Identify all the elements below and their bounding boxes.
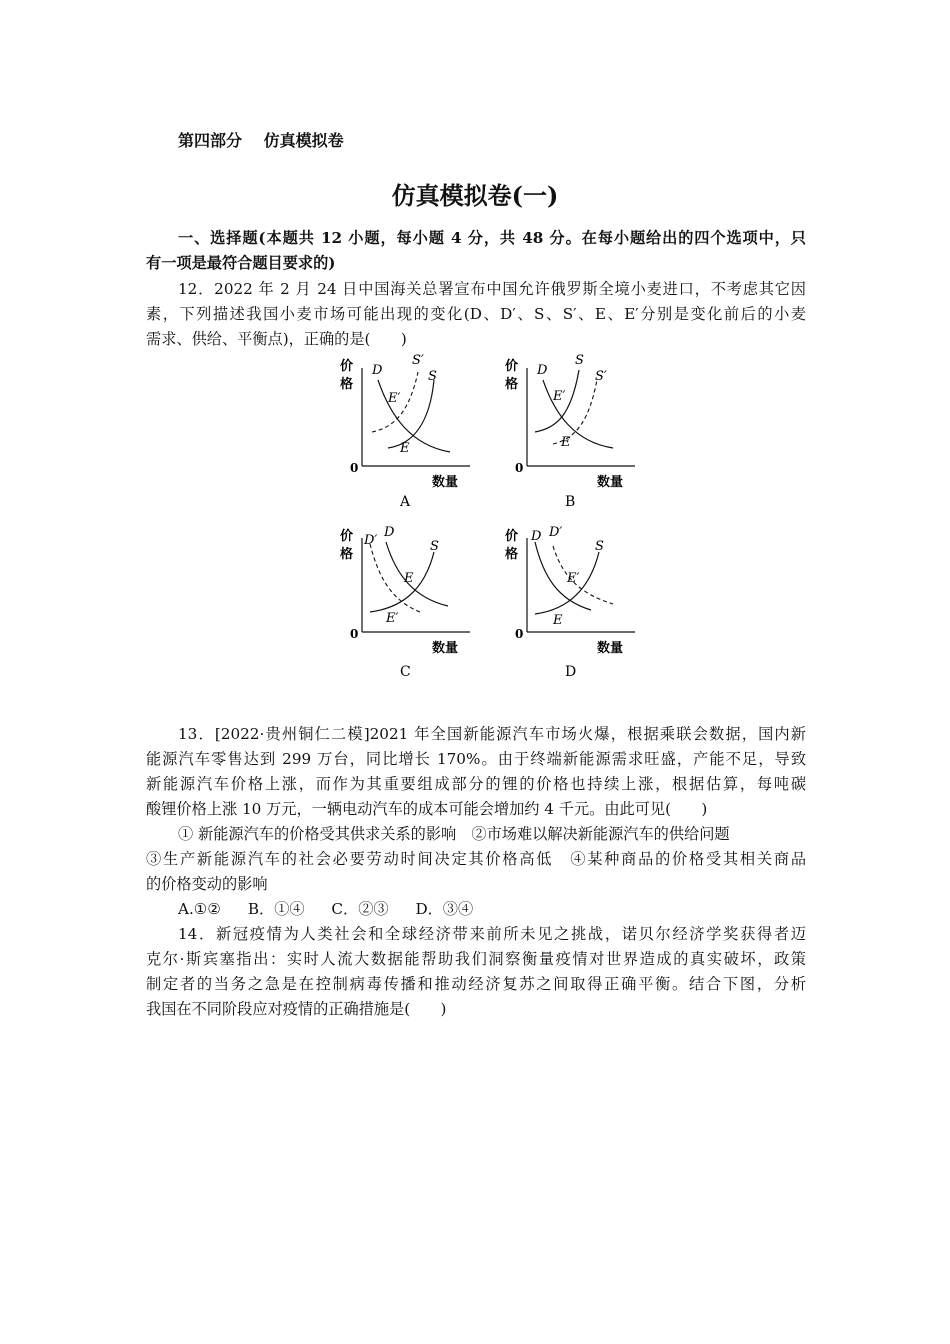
q13-statement-1: ① 新能源汽车的价格受其供求关系的影响 ②市场难以解决新能源汽车的供给问题 xyxy=(178,825,730,843)
q14-line-2: 克尔·斯宾塞指出：实时人流大数据能帮助我们洞察衡量疫情对世界造成的真实破坏，政策 xyxy=(146,950,806,968)
q14-line-3: 制定者的当务之急是在控制病毒传播和推动经济复苏之间取得正确平衡。结合下图，分析 xyxy=(146,975,806,993)
q13-line-2: 能源汽车零售达到 299 万台，同比增长 170%。由于终端新能源需求旺盛，产能不足，导致 xyxy=(146,750,806,768)
label-d: D xyxy=(531,529,542,544)
q13-statement-2: ③生产新能源汽车的社会必要劳动时间决定其价格高低 ④某种商品的价格受其相关商品 xyxy=(146,850,806,868)
part-header xyxy=(178,128,344,151)
q13-line-3: 新能源汽车价格上涨，而作为其重要组成部分的锂的价格也持续上涨，根据估算，每吨碳 xyxy=(146,775,806,793)
demand-curve-d-prime xyxy=(553,546,613,604)
label-e-prime: E′ xyxy=(567,571,580,586)
option-c: C．②③ xyxy=(331,900,389,918)
y-axis-label-2: 格 xyxy=(505,377,519,392)
x-axis-label: 数量 xyxy=(432,475,459,490)
label-e-prime: E′ xyxy=(553,389,566,404)
label-e: E xyxy=(404,571,414,586)
y-axis-label-2: 格 xyxy=(340,547,354,562)
label-d: D xyxy=(372,363,383,378)
label-s-prime: S′ xyxy=(412,353,424,368)
label-e: E xyxy=(553,613,563,628)
y-axis-label-1: 价 xyxy=(505,359,519,374)
y-axis-label-2: 格 xyxy=(505,547,519,562)
y-axis-label-1: 价 xyxy=(340,529,354,544)
x-axis-label: 数量 xyxy=(597,641,624,656)
part-number: 第四部分 xyxy=(178,131,243,150)
label-s: S xyxy=(595,539,604,554)
y-axis-label-1: 价 xyxy=(340,359,354,374)
label-e: E xyxy=(400,441,410,456)
label-s: S xyxy=(575,353,584,368)
graph-b xyxy=(495,350,655,520)
q13-statement-3: 的价格变动的影响 xyxy=(146,875,268,893)
graph-caption: C xyxy=(400,664,411,680)
label-e-prime: E′ xyxy=(386,611,399,626)
q13-line-4: 酸锂价格上涨 10 万元，一辆电动汽车的成本可能会增加约 4 千元。由此可见( ) xyxy=(146,800,708,818)
label-e: E xyxy=(561,435,571,450)
x-axis-label: 数量 xyxy=(432,641,459,656)
question-14 xyxy=(146,922,806,1022)
question-12 xyxy=(146,277,806,352)
label-d: D xyxy=(384,525,395,540)
paper-title: 仿真模拟卷(一) xyxy=(391,181,559,210)
q13-line-1: 13．[2022·贵州铜仁二模]2021 年全国新能源汽车市场火爆，根据乘联会数据，国内新 xyxy=(178,725,806,743)
supply-curve-s xyxy=(370,552,434,612)
option-a: A.①② xyxy=(178,900,222,918)
option-b: B．①④ xyxy=(247,900,305,918)
question-13 xyxy=(146,722,806,922)
graph-a xyxy=(330,350,490,520)
section-line-1: 一、选择题(本题共 12 小题，每小题 4 分，共 48 分。在每小题给出的四个选项中，只 xyxy=(178,229,806,247)
graph-caption: A xyxy=(400,494,411,510)
label-s: S xyxy=(428,369,437,384)
y-axis-label-1: 价 xyxy=(505,529,519,544)
label-e-prime: E′ xyxy=(388,391,401,406)
q12-line-2: 素，下列描述我国小麦市场可能出现的变化(D、D′、S、S′、E、E′分别是变化前后的小麦 xyxy=(146,305,806,323)
graph-c xyxy=(330,520,490,690)
part-name: 仿真模拟卷 xyxy=(263,131,344,150)
section-heading xyxy=(146,226,806,276)
origin-label: 0 xyxy=(515,627,524,641)
demand-curve-d xyxy=(535,542,591,610)
q14-line-4: 我国在不同阶段应对疫情的正确措施是( ) xyxy=(146,1000,447,1018)
graph-caption: B xyxy=(565,494,576,510)
label-d: D xyxy=(537,363,548,378)
q14-line-1: 14．新冠疫情为人类社会和全球经济带来前所未见之挑战，诺贝尔经济学奖获得者迈 xyxy=(178,925,806,943)
q12-line-3: 需求、供给、平衡点)，正确的是( ) xyxy=(146,330,407,348)
q12-line-1: 12．2022 年 2 月 24 日中国海关总署宣布中国允许俄罗斯全境小麦进口，不考虑其它因 xyxy=(178,280,806,298)
supply-demand-graphs xyxy=(330,350,650,690)
label-d-prime: D′ xyxy=(364,533,378,548)
origin-label: 0 xyxy=(350,627,359,641)
q13-options xyxy=(146,897,806,922)
y-axis-label-2: 格 xyxy=(340,377,354,392)
x-axis-label: 数量 xyxy=(597,475,624,490)
option-d: D．③④ xyxy=(415,900,474,918)
origin-label: 0 xyxy=(350,461,359,475)
label-s: S xyxy=(430,539,439,554)
graph-d xyxy=(495,520,655,690)
section-line-2: 有一项是最符合题目要求的) xyxy=(146,254,336,272)
graph-caption: D xyxy=(565,664,577,680)
origin-label: 0 xyxy=(515,461,524,475)
label-d-prime: D′ xyxy=(549,525,563,540)
label-s-prime: S′ xyxy=(595,369,607,384)
